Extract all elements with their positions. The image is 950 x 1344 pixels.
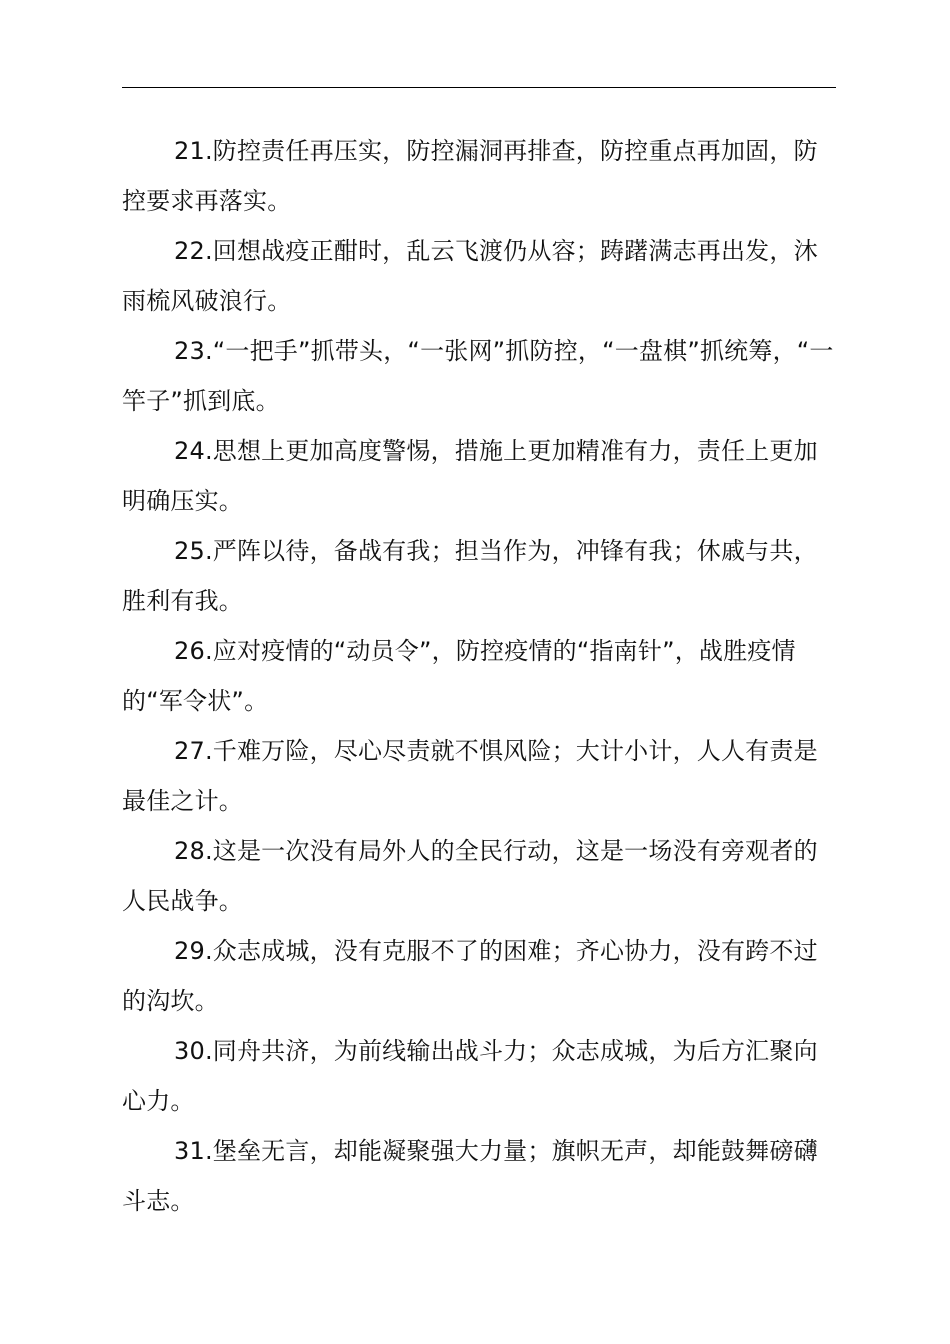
header-rule <box>122 87 836 88</box>
paragraph-31: 31.堡垒无言，却能凝聚强大力量；旗帜无声，却能鼓舞磅礴斗志。 <box>122 1137 818 1215</box>
paragraph-23: 23.“一把手”抓带头，“一张网”抓防控，“一盘棋”抓统筹，“一竿子”抓到底。 <box>122 337 834 415</box>
document-body <box>122 126 838 1226</box>
paragraph-25: 25.严阵以待，备战有我；担当作为，冲锋有我；休戚与共，胜利有我。 <box>122 537 818 615</box>
paragraph-28: 28.这是一次没有局外人的全民行动，这是一场没有旁观者的人民战争。 <box>122 837 818 915</box>
paragraph-22: 22.回想战疫正酣时，乱云飞渡仍从容；踌躇满志再出发，沐雨梳风破浪行。 <box>122 237 818 315</box>
paragraph-26: 26.应对疫情的“动员令”，防控疫情的“指南针”，战胜疫情的“军令状”。 <box>122 637 796 715</box>
paragraph-30: 30.同舟共济，为前线输出战斗力；众志成城，为后方汇聚向心力。 <box>122 1037 818 1115</box>
paragraph-24: 24.思想上更加高度警惕，措施上更加精准有力，责任上更加明确压实。 <box>122 437 818 515</box>
paragraph-29: 29.众志成城，没有克服不了的困难；齐心协力，没有跨不过的沟坎。 <box>122 937 818 1015</box>
paragraph-21: 21.防控责任再压实，防控漏洞再排查，防控重点再加固，防控要求再落实。 <box>122 137 818 215</box>
paragraph-27: 27.千难万险，尽心尽责就不惧风险；大计小计，人人有责是最佳之计。 <box>122 737 818 815</box>
